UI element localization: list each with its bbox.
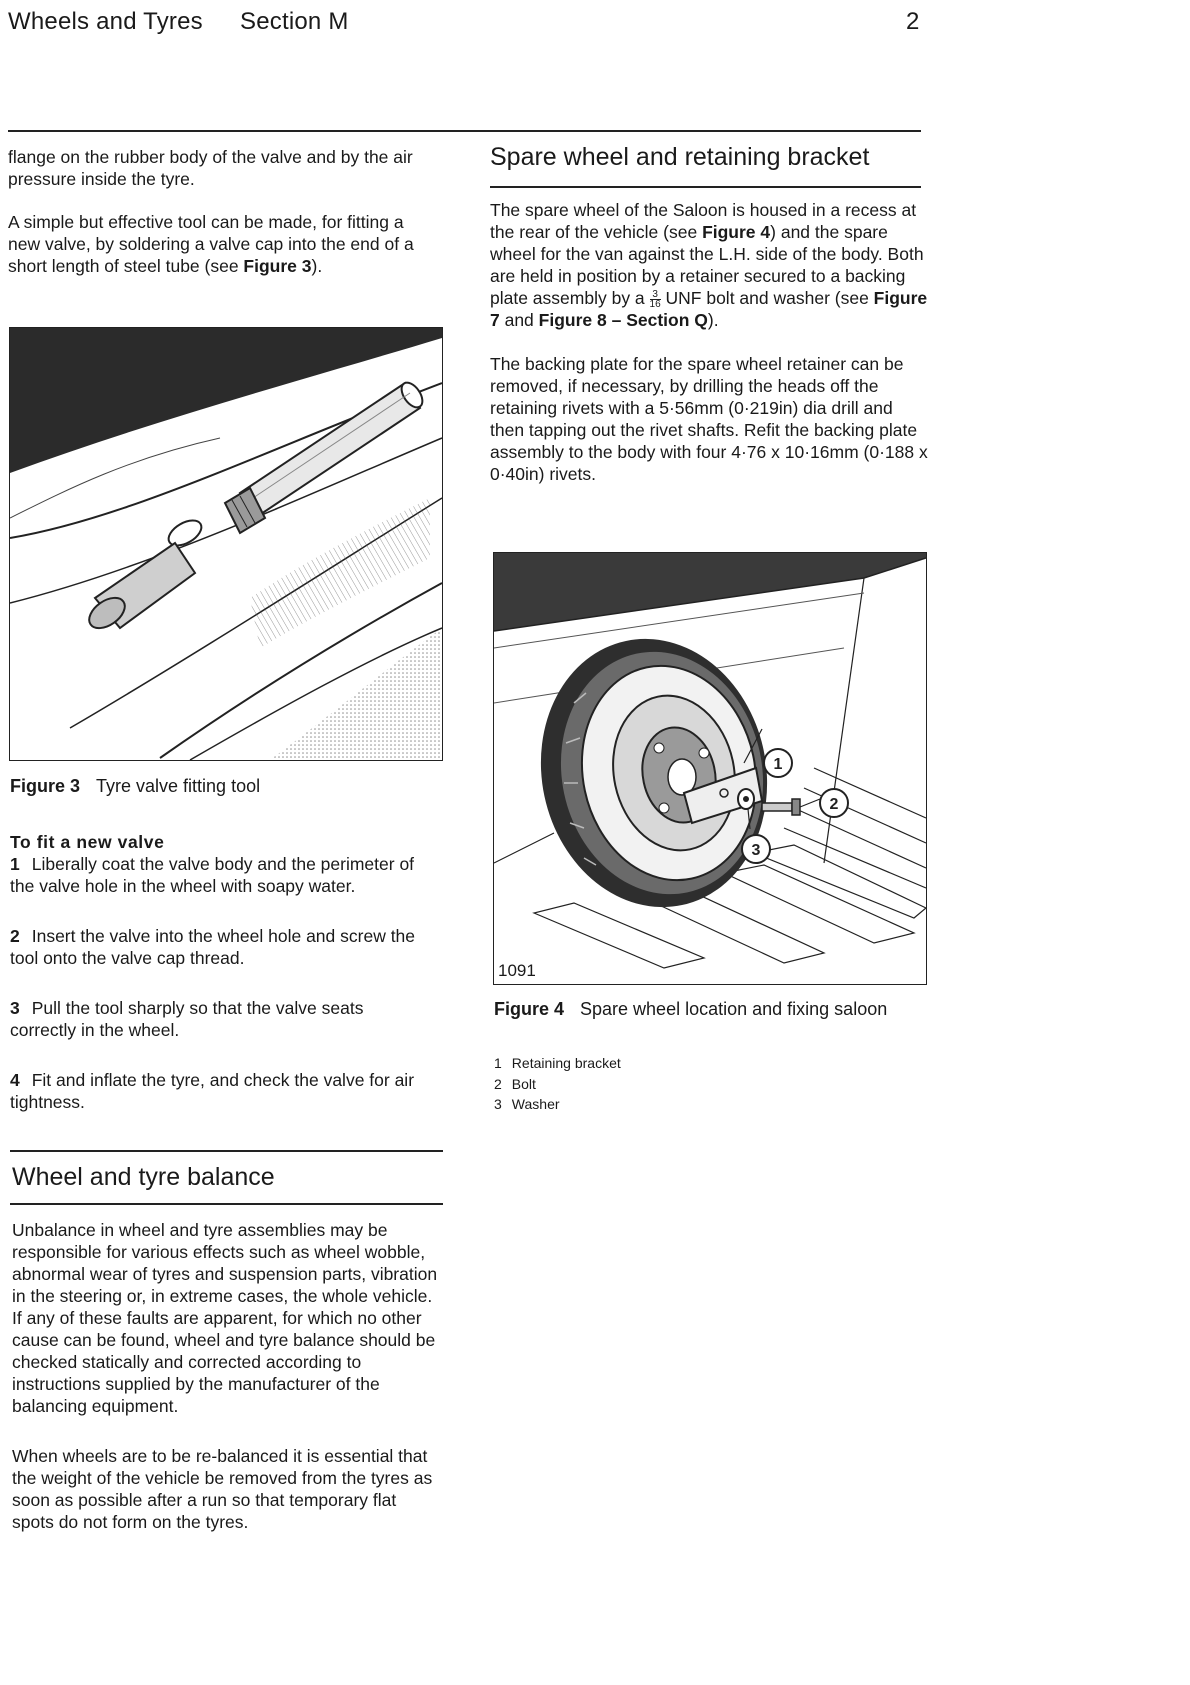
balance-bottom-rule: [10, 1203, 443, 1205]
spare-paragraph-1: The spare wheel of the Saloon is housed in a recess at the rear of the vehicle (see Figure 4) and the spare wheel for the van against the L.H. side of the body. Both are held in position by a retainer secured to a backing plate assembly by a $\frac{3}{16}$ UNF bolt and washer (see Figure 7 and Figure 8 – Section Q).: [490, 200, 928, 330]
figure-3-caption-text: Tyre valve fitting tool: [96, 776, 261, 796]
bolt-size-fraction: $\frac{3}{16}$: [649, 288, 661, 310]
legend-item: 1 Retaining bracket: [494, 1055, 621, 1071]
svg-text:1: 1: [773, 756, 783, 773]
step-1: 1 Liberally coat the valve body and the perimeter of the valve hole in the wheel with soapy water.: [10, 854, 415, 896]
figure-3-reference: Figure 3: [243, 256, 312, 276]
figure-3-caption: [10, 776, 260, 797]
spare-wheel-drawing: [494, 553, 926, 984]
figure-4-legend: [494, 1053, 621, 1115]
legend-item: 3 Washer: [494, 1096, 560, 1112]
figure-4-caption-text: Spare wheel location and fixing saloon: [580, 999, 888, 1019]
balance-top-rule: [10, 1150, 443, 1152]
figure-3-illustration: [9, 327, 443, 761]
balance-paragraph-2: When wheels are to be re-balanced it is essential that the weight of the vehicle be removed from the tyres as soon as possible after a run so that temporary flat spots do not form on the tyres.: [12, 1446, 433, 1532]
svg-text:2: 2: [829, 796, 839, 813]
figure-4-label: Figure 4: [494, 999, 565, 1019]
balance-text: [12, 1219, 442, 1533]
spare-wheel-rule: [490, 186, 921, 188]
fit-valve-procedure: [10, 831, 430, 1113]
intro-paragraph-2: A simple but effective tool can be made, for fitting a new valve, by soldering a valve cap into the end of a short length of steel tube (see Figure 3).: [8, 212, 414, 276]
callout-3: [742, 835, 770, 863]
figure-4-illustration: [493, 552, 927, 985]
callout-2: [820, 789, 848, 817]
figure-4-caption: [494, 998, 914, 1021]
spare-paragraph-2: The backing plate for the spare wheel retainer can be removed, if necessary, by drilling the heads off the retaining rivets with a 5·56mm (0·219in) dia drill and then tapping out the rivet shafts. Refit the backing plate assembly to the body with four 4·76 x 10·16mm (0·188 x 0·40in) rivets.: [490, 354, 928, 484]
intro-paragraph-1: flange on the rubber body of the valve and by the air pressure inside the tyre.: [8, 147, 413, 189]
balance-section-title: Wheel and tyre balance: [12, 1163, 275, 1191]
figure-3-label: Figure 3: [10, 776, 81, 796]
balance-paragraph-1: Unbalance in wheel and tyre assemblies may be responsible for various effects such as wheel wobble, abnormal wear of tyres and suspension parts, vibration in the steering or, in extreme cases, the whole vehicle. If any of these faults are apparent, for which no other cause can be found, wheel and tyre balance should be checked statically and corrected according to instructions supplied by the manufacturer of the balancing equipment.: [12, 1220, 438, 1416]
callout-1: [764, 749, 792, 777]
legend-item: 2 Bolt: [494, 1075, 536, 1092]
header-title: Wheels and Tyres: [8, 8, 203, 35]
figure-7-reference: Figure 7: [490, 288, 928, 330]
header-section: Section M: [240, 8, 349, 35]
step-2: 2 Insert the valve into the wheel hole and screw the tool onto the valve cap thread.: [10, 926, 416, 968]
drawing-number: 1091: [498, 961, 536, 980]
valve-tool-drawing: [10, 328, 442, 760]
figure-8-reference: Figure 8 – Section Q: [538, 310, 708, 330]
spare-wheel-text: [490, 199, 930, 485]
fit-valve-heading: To fit a new valve: [10, 832, 165, 852]
figure-4-reference: Figure 4: [702, 222, 771, 242]
left-intro: [8, 146, 423, 277]
header-rule: [8, 130, 921, 132]
step-4: 4 Fit and inflate the tyre, and check the valve for air tightness.: [10, 1070, 415, 1112]
step-3: 3 Pull the tool sharply so that the valve seats correctly in the wheel.: [10, 998, 364, 1040]
spare-wheel-section-title: Spare wheel and retaining bracket: [490, 143, 870, 171]
svg-text:3: 3: [751, 842, 761, 859]
page-number: 2: [906, 8, 920, 35]
